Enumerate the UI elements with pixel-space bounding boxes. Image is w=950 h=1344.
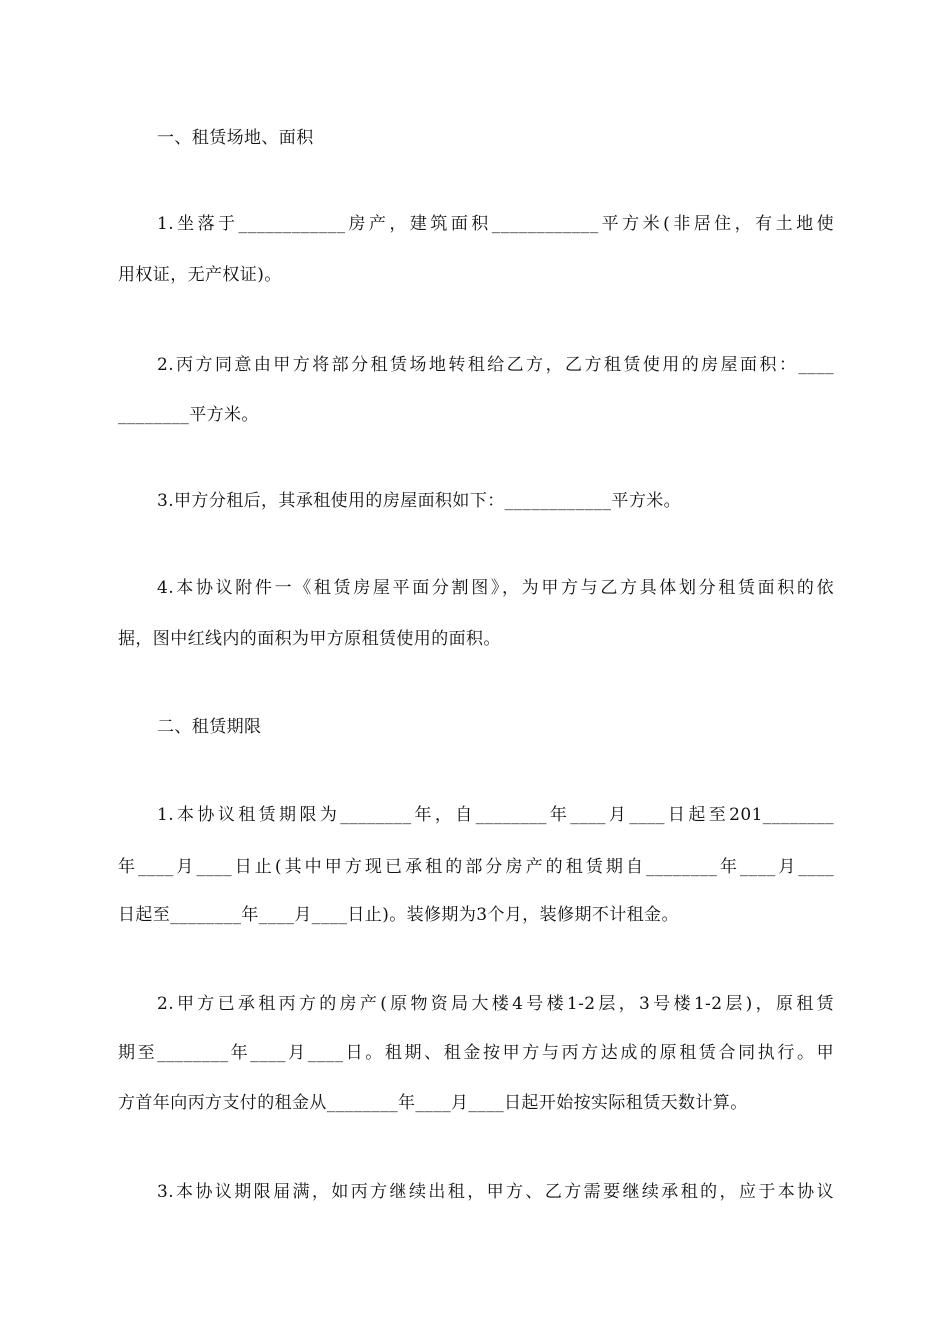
clause-1-2-line-1: 2.丙方同意由甲方将部分租赁场地转租给乙方，乙方租赁使用的房屋面积：____	[157, 355, 834, 375]
clause-2-2-line-1: 2.甲方已承租丙方的房产(原物资局大楼4号楼1-2层，3号楼1-2层)，原租赁	[157, 994, 834, 1014]
clause-1-2-line-2: ________平方米。	[118, 405, 259, 425]
clause-1-4-line-1: 4.本协议附件一《租赁房屋平面分割图》，为甲方与乙方具体划分租赁面积的依	[157, 578, 834, 598]
clause-1-3-line-1: 3.甲方分租后，其承租使用的房屋面积如下：____________平方米。	[157, 491, 682, 511]
clause-2-2-line-2: 期至________年____月____日。租期、租金按甲方与丙方达成的原租赁合同执行。甲	[118, 1043, 834, 1063]
clause-2-1-line-2: 年____月____日止(其中甲方现已承租的部分房产的租赁期自________年____月____	[118, 857, 834, 877]
clause-2-1-line-1: 1.本协议租赁期限为________年，自________年____月____日起至201________	[157, 805, 834, 825]
section-heading-lease-term: 二、租赁期限	[157, 717, 262, 737]
clause-1-1-line-1: 1.坐落于____________房产，建筑面积____________平方米(非居住，有土地使	[157, 214, 834, 234]
clause-2-1-line-3: 日起至________年____月____日止)。装修期为3个月，装修期不计租金。	[118, 905, 679, 925]
clause-2-2-line-3: 方首年向丙方支付的租金从________年____月____日起开始按实际租赁天数计算。	[118, 1093, 748, 1113]
clause-1-1-line-2: 用权证，无产权证)。	[118, 265, 282, 285]
section-heading-rental-area: 一、租赁场地、面积	[157, 128, 314, 148]
clause-1-4-line-2: 据，图中红线内的面积为甲方原租赁使用的面积。	[118, 629, 501, 649]
clause-2-3-line-1: 3.本协议期限届满，如丙方继续出租，甲方、乙方需要继续承租的，应于本协议	[157, 1182, 834, 1202]
